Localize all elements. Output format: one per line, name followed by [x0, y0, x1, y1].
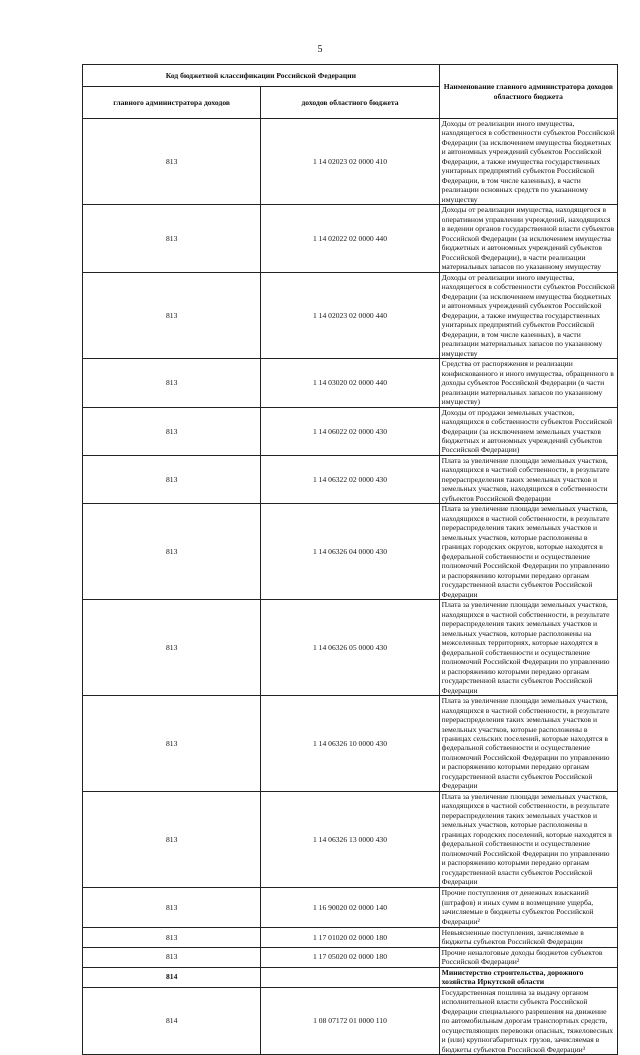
table-row [83, 791, 618, 887]
table-row [83, 927, 618, 947]
name-cell: Невыясненные поступления, зачисляемые в бюджеты субъектов Российской Федерации [439, 927, 617, 947]
code-cell: 1 14 06326 10 0000 430 [261, 696, 439, 792]
admin-cell: 813 [83, 947, 261, 967]
header-name: Наименование главного администратора доходов областного бюджета [439, 65, 617, 119]
table-row [83, 504, 618, 600]
page-number: 5 [317, 44, 323, 55]
table-row [83, 119, 618, 205]
table-row [83, 272, 618, 358]
name-cell: Доходы от продажи земельных участков, находящихся в собственности субъектов Российской Федерации (за исключением земельных участков бюджетных и автономных учреждений субъектов Российской Федерации) [439, 407, 617, 455]
table-row [83, 987, 618, 1054]
admin-cell: 813 [83, 407, 261, 455]
table-row [83, 205, 618, 272]
name-cell: Плата за увеличение площади земельных участков, находящихся в частной собственности, в результате перераспределения таких земельных участков и земельных участков, которые расположены в границах городских поселений, которые находятся в федеральной собственности и осуществление полномочий Российской Федерации по управлению и распоряжению которыми передано органам государственной власти субъектов Российской Федерации [439, 791, 617, 887]
code-cell: 1 14 06326 05 0000 430 [261, 600, 439, 696]
table-row [83, 455, 618, 503]
admin-cell: 813 [83, 205, 261, 272]
table-row [83, 407, 618, 455]
admin-cell: 813 [83, 455, 261, 503]
admin-cell: 813 [83, 272, 261, 358]
code-cell: 1 14 06322 02 0000 430 [261, 455, 439, 503]
code-cell: 1 14 02023 02 0000 440 [261, 272, 439, 358]
name-cell: Плата за увеличение площади земельных участков, находящихся в частной собственности, в результате перераспределения таких земельных участков и земельных участков, находящихся в собственности субъектов Российской Федерации [439, 455, 617, 503]
code-cell [261, 967, 439, 987]
admin-cell: 813 [83, 887, 261, 927]
name-cell: Государственная пошлина за выдачу органом исполнительной власти субъекта Российской Федерации специального разрешения на движение по автомобильным дорогам транспортных средств, осуществляющих перевозки опасных, тяжеловесных и (или) крупногабаритных грузов, зачисляемая в бюджеты субъектов Российской Федерации³ [439, 987, 617, 1054]
header-code-group: Код бюджетной классификации Российской Федерации [83, 65, 440, 87]
code-cell: 1 17 05020 02 0000 180 [261, 947, 439, 967]
table-row [83, 696, 618, 792]
code-cell: 1 14 03020 02 0000 440 [261, 359, 439, 407]
name-cell: Доходы от реализации иного имущества, находящегося в собственности субъектов Российской Федерации (за исключением имущества бюджетных и автономных учреждений субъектов Российской Федерации, а также имущества государственных унитарных предприятий субъектов Российской Федерации, в том числе казенных), в части реализации основных средств по указанному имуществу [439, 119, 617, 205]
name-cell: Доходы от реализации иного имущества, находящегося в собственности субъектов Российской Федерации (за исключением имущества бюджетных и автономных учреждений субъектов Российской Федерации, а также имущества государственных унитарных предприятий субъектов Российской Федерации, в том числе казенных), в части реализации материальных запасов по указанному имуществу [439, 272, 617, 358]
table-row [83, 967, 618, 987]
admin-cell: 814 [83, 967, 261, 987]
code-cell: 1 14 06326 13 0000 430 [261, 791, 439, 887]
name-cell: Плата за увеличение площади земельных участков, находящихся в частной собственности, в результате перераспределения таких земельных участков и земельных участков, которые расположены на межселенных территориях, которые находятся в федеральной собственности и осуществление полномочий Российской Федерации по управлению и распоряжению которыми передано органам государственной власти субъектов Российской Федерации [439, 600, 617, 696]
name-cell: Прочие поступления от денежных взысканий (штрафов) и иных сумм в возмещение ущерба, зачисляемые в бюджеты субъектов Российской Федерации² [439, 887, 617, 927]
code-cell: 1 08 07172 01 0000 110 [261, 987, 439, 1054]
admin-cell: 813 [83, 791, 261, 887]
name-cell: Плата за увеличение площади земельных участков, находящихся в частной собственности, в результате перераспределения таких земельных участков и земельных участков, которые расположены в границах сельских поселений, которые находятся в федеральной собственности и осуществление полномочий Российской Федерации по управлению и распоряжению которыми передано органам государственной власти субъектов Российской Федерации [439, 696, 617, 792]
table-body [83, 119, 618, 1055]
code-cell: 1 14 02022 02 0000 440 [261, 205, 439, 272]
admin-cell: 813 [83, 927, 261, 947]
budget-classification-table [82, 64, 618, 1055]
admin-cell: 813 [83, 359, 261, 407]
code-cell: 1 14 02023 02 0000 410 [261, 119, 439, 205]
code-cell: 1 14 06022 02 0000 430 [261, 407, 439, 455]
admin-cell: 813 [83, 696, 261, 792]
header-income: доходов областного бюджета [261, 87, 439, 119]
name-cell: Средства от распоряжения и реализации конфискованного и иного имущества, обращенного в доходы субъектов Российской Федерации (в части реализации материальных запасов по указанному имуществу) [439, 359, 617, 407]
table-row [83, 887, 618, 927]
name-cell: Министерство строительства, дорожного хозяйства Иркутской области [439, 967, 617, 987]
name-cell: Плата за увеличение площади земельных участков, находящихся в частной собственности, в результате перераспределения таких земельных участков и земельных участков, которые расположены в границах городских округов, которые находятся в федеральной собственности и осуществление полномочий Российской Федерации по управлению и распоряжению которыми передано органам государственной власти субъектов Российской Федерации [439, 504, 617, 600]
admin-cell: 813 [83, 504, 261, 600]
admin-cell: 813 [83, 600, 261, 696]
name-cell: Доходы от реализации имущества, находящегося в оперативном управлении учреждений, находящихся в ведении органов государственной власти субъектов Российской Федерации (за исключением имущества бюджетных и автономных учреждений субъектов Российской Федерации), в части реализации материальных запасов по указанному имуществу [439, 205, 617, 272]
code-cell: 1 16 90020 02 0000 140 [261, 887, 439, 927]
header-admin: главного администратора доходов [83, 87, 261, 119]
admin-cell: 813 [83, 119, 261, 205]
code-cell: 1 14 06326 04 0000 430 [261, 504, 439, 600]
name-cell: Прочие неналоговые доходы бюджетов субъектов Российской Федерации² [439, 947, 617, 967]
table-row [83, 600, 618, 696]
admin-cell: 814 [83, 987, 261, 1054]
table-row [83, 947, 618, 967]
code-cell: 1 17 01020 02 0000 180 [261, 927, 439, 947]
table-row [83, 359, 618, 407]
